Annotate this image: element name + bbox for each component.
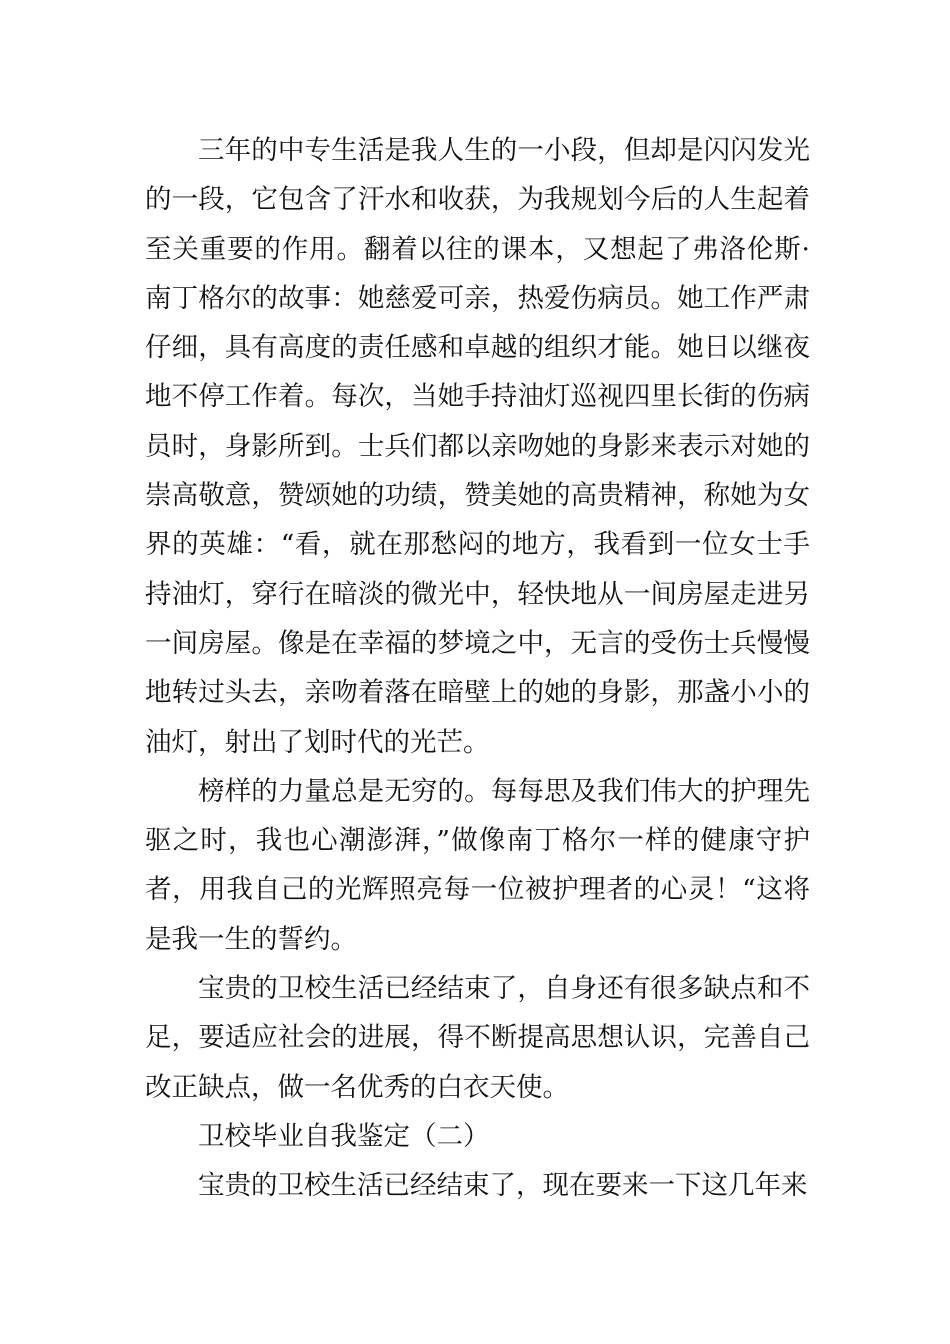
- paragraph-nightingale: 三年的中专生活是我人生的一小段，但却是闪闪发光的一段，它包含了汗水和收获，为我规划今后的人生起着至关重要的作用。翻着以往的课本，又想起了弗洛伦斯·南丁格尔的故事：她慈爱可亲，热爱伤病员。她工作严肃仔细，具有高度的责任感和卓越的组织才能。她日以继夜地不停工作着。每次，当她手持油灯巡视四里长街的伤病员时，身影所到。士兵们都以亲吻她的身影来表示对她的崇高敬意，赞颂她的功绩，赞美她的高贵精神，称她为女界的英雄：“看，就在那愁闷的地方，我看到一位女士手持油灯，穿行在暗淡的微光中，轻快地从一间房屋走进另一间房屋。像是在幸福的梦境之中，无言的受伤士兵慢慢地转过头去，亲吻着落在暗壁上的她的身影，那盏小小的油灯，射出了划时代的光芒。: [145, 135, 810, 758]
- body-text: [145, 126, 810, 1211]
- paragraph-role-model: 榜样的力量总是无穷的。每每思及我们伟大的护理先驱之时，我也心潮澎湃，”做像南丁格尔一样的健康守护者，用我自己的光辉照亮每一位被护理者的心灵！“这将是我一生的誓约。: [145, 775, 810, 955]
- paragraph-second-start: 宝贵的卫校生活已经结束了，现在要来一下这几年来: [198, 1170, 808, 1202]
- section-heading: 卫校毕业自我鉴定（二）: [198, 1120, 490, 1152]
- paragraph-conclusion: 宝贵的卫校生活已经结束了，自身还有很多缺点和不足，要适应社会的进展，得不断提高思想认识，完善自己改正缺点，做一名优秀的白衣天使。: [145, 973, 810, 1103]
